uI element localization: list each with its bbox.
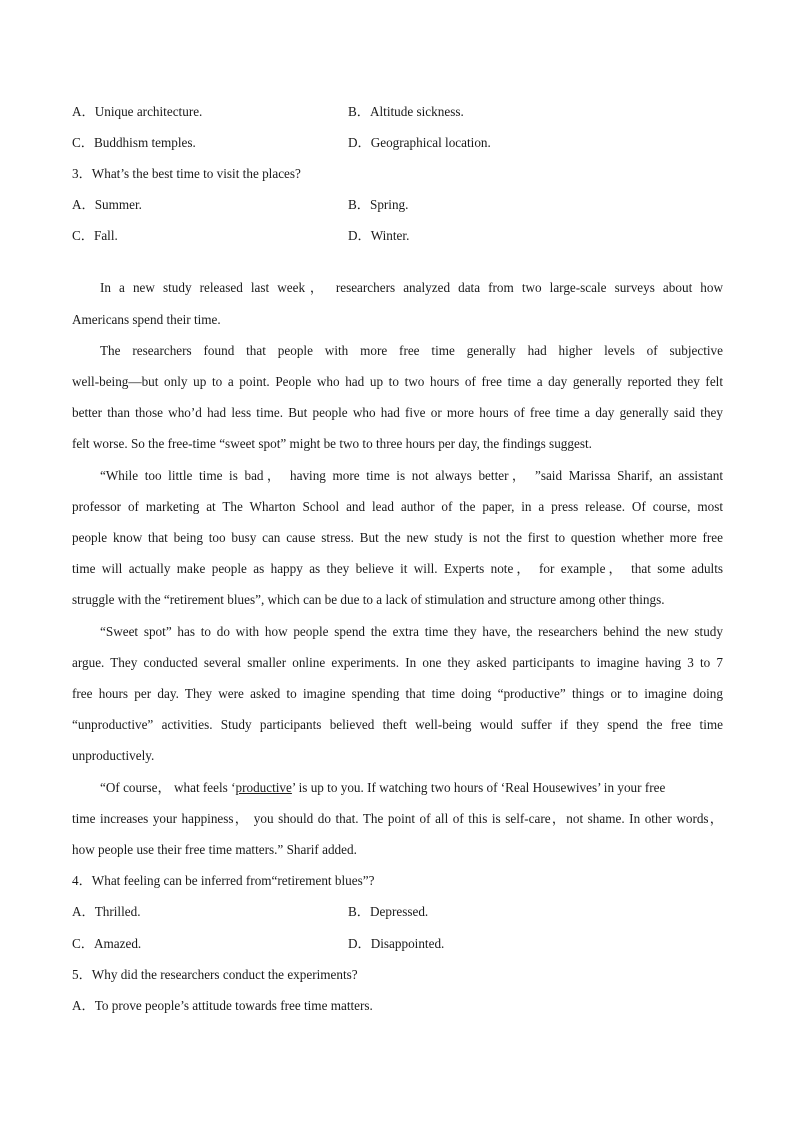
underlined-word: productive xyxy=(235,780,292,795)
q3-option-c: C．Fall. xyxy=(72,228,118,243)
q2-options-row-2 xyxy=(72,133,723,153)
q4-options-row-1 xyxy=(72,902,723,922)
q4-option-a: A．Thrilled. xyxy=(72,904,141,919)
paragraph-3-line-3: people know that being too busy can cause stress. But the new study is not the first to question whether more free xyxy=(72,530,723,545)
q5-stem: 5．Why did the researchers conduct the experiments? xyxy=(72,967,358,982)
q2-option-a: A．Unique architecture. xyxy=(72,104,203,119)
paragraph-4-line-5: unproductively. xyxy=(72,748,155,763)
paragraph-3-line-5: struggle with the “retirement blues”, which can be due to a lack of stimulation and structure among other things. xyxy=(72,592,665,607)
q3-option-a: A．Summer. xyxy=(72,197,142,212)
paragraph-1-line-1: In a new study released last week， researchers analyzed data from two large-scale surveys about how xyxy=(100,280,723,295)
paragraph-2-line-3: better than those who’d had less time. But people who had five or more hours of free time a day generally said they xyxy=(72,405,723,420)
q3-options-row-2 xyxy=(72,226,723,246)
paragraph-4-line-3: free hours per day. They were asked to imagine spending that time doing “productive” things or to imagine doing xyxy=(72,686,723,701)
q2-option-c: C．Buddhism temples. xyxy=(72,135,196,150)
paragraph-4-line-1: “Sweet spot” has to do with how people spend the extra time they have, the researchers behind the new study xyxy=(100,624,723,639)
paragraph-1-line-2: Americans spend their time. xyxy=(72,312,221,327)
paragraph-4-line-2: argue. They conducted several smaller online experiments. In one they asked participants to imagine having 3 to 7 xyxy=(72,655,723,670)
q4-option-d: D．Disappointed. xyxy=(348,936,445,951)
paragraph-2-line-4: felt worse. So the free-time “sweet spot” might be two to three hours per day, the findings suggest. xyxy=(72,436,592,451)
paragraph-3-line-2: professor of marketing at The Wharton School and lead author of the paper, in a press release. Of course, most xyxy=(72,499,723,514)
q4-options-row-2 xyxy=(72,934,723,954)
q3-options-row-1 xyxy=(72,195,723,215)
q4-stem: 4．What feeling can be inferred from“retirement blues”? xyxy=(72,873,375,888)
paragraph-3-line-1: “While too little time is bad， having more time is not always better， ”said Marissa Sharif, an assistant xyxy=(100,468,723,483)
paragraph-5-line-2: time increases your happiness， you should do that. The point of all of this is self-care，not shame. In other words， xyxy=(72,811,723,826)
q2-option-d: D．Geographical location. xyxy=(348,135,491,150)
paragraph-5-line-3: how people use their free time matters.” Sharif added. xyxy=(72,842,357,857)
q4-option-c: C．Amazed. xyxy=(72,936,142,951)
q4-option-b: B．Depressed. xyxy=(348,904,429,919)
paragraph-2-line-2: well-being—but only up to a point. People who had up to two hours of free time a day generally reported they felt xyxy=(72,374,723,389)
q5-option-a: A．To prove people’s attitude towards free time matters. xyxy=(72,998,373,1013)
q2-options-row-1 xyxy=(72,102,723,122)
paragraph-5-line-1 xyxy=(72,778,723,798)
paragraph-2-line-1: The researchers found that people with more free time generally had higher levels of subjective xyxy=(100,343,723,358)
paragraph-3-line-4: time will actually make people as happy as they believe it will. Experts note， for example， that some adults xyxy=(72,561,723,576)
paragraph-5-line-1-start: “Of course， what feels ‘ xyxy=(100,780,236,795)
q3-stem: 3．What’s the best time to visit the places? xyxy=(72,166,301,181)
q3-option-d: D．Winter. xyxy=(348,228,410,243)
paragraph-5-line-1-end: ’ is up to you. If watching two hours of ‘Real Housewives’ in your free xyxy=(291,780,666,795)
q2-option-b: B．Altitude sickness. xyxy=(348,104,464,119)
paragraph-4-line-4: “unproductive” activities. Study participants believed theft well-being would suffer if they spend the free time xyxy=(72,717,723,732)
q3-option-b: B．Spring. xyxy=(348,197,409,212)
